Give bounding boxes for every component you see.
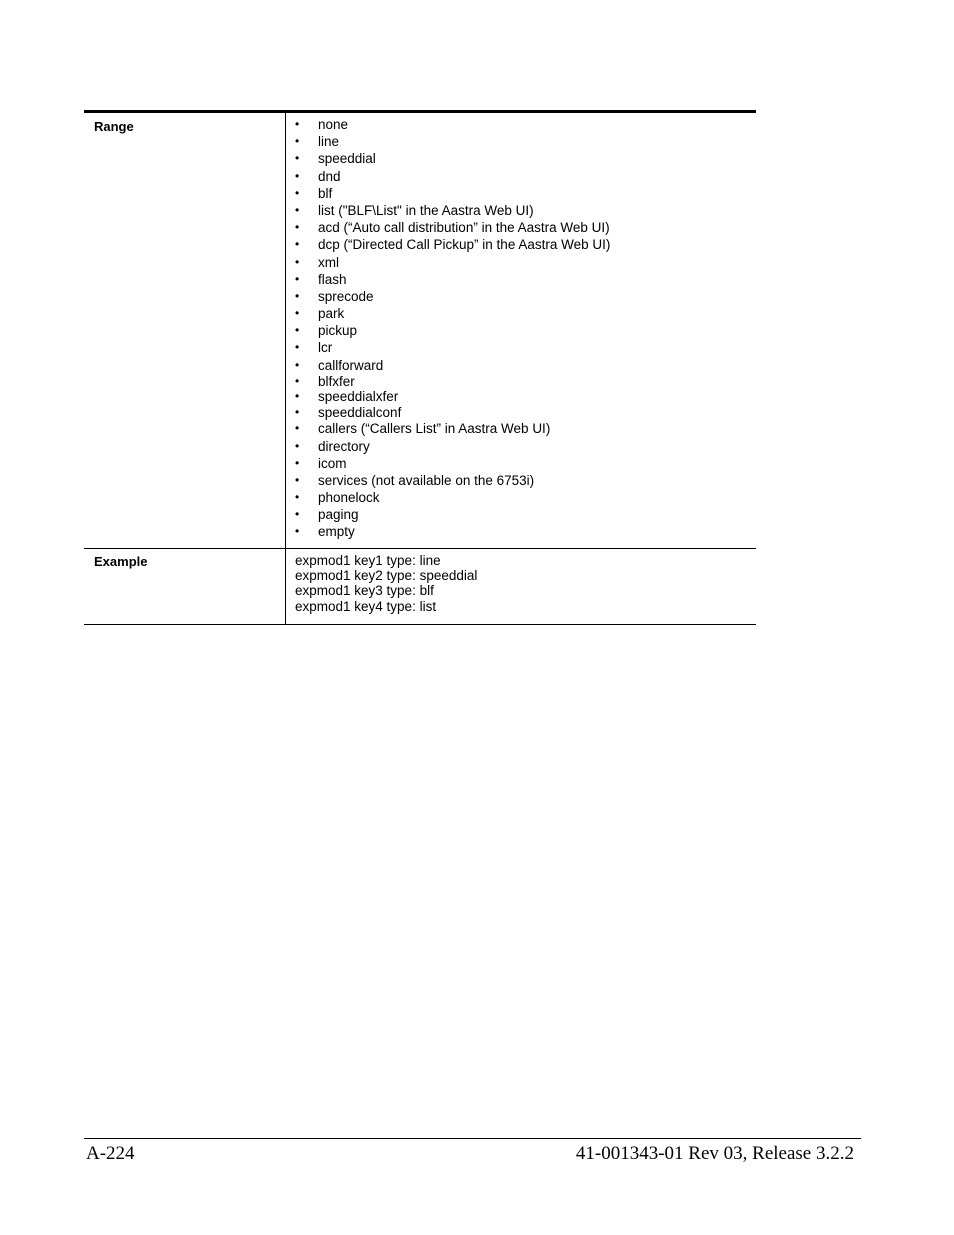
bullet-icon: • [295,507,300,522]
page-number: A-224 [86,1143,135,1164]
bullet-icon: • [295,271,300,286]
range-item [295,506,756,523]
range-item-text: directory [318,438,370,454]
bullet-icon: • [295,323,300,338]
range-item-text: acd (“Auto call distribution” in the Aastra Web UI) [318,220,610,236]
parameter-table [84,110,756,625]
example-line: expmod1 key1 type: line [295,552,441,568]
range-item-text: dcp (“Directed Call Pickup” in the Aastra Web UI) [318,237,611,253]
range-item [295,219,756,236]
range-item [295,357,756,374]
range-item [295,133,756,150]
range-item [295,455,756,472]
example-value-cell [286,549,756,625]
bullet-icon: • [295,202,300,217]
range-item [295,405,756,421]
document-id: 41-001343-01 Rev 03, Release 3.2.2 [575,1143,854,1164]
range-row [84,113,756,549]
range-item-text: blfxfer [318,373,355,389]
range-item [295,202,756,219]
range-item-text: line [318,134,340,150]
range-item-text: list ("BLF\List" in the Aastra Web UI) [318,202,534,218]
range-item-text: icom [318,455,347,471]
range-item-text: speeddialconf [318,404,402,420]
range-label: Range [84,113,286,548]
range-item [295,489,756,506]
range-item [295,254,756,271]
range-item-text: flash [318,271,347,287]
range-item [295,523,756,540]
example-label: Example [84,549,286,625]
footer-divider [84,1138,861,1139]
bullet-icon: • [295,357,300,372]
range-item-text: dnd [318,168,341,184]
range-item [295,322,756,339]
range-item [295,116,756,133]
bullet-icon: • [295,254,300,269]
range-item [295,185,756,202]
bullet-icon: • [295,373,300,388]
range-item-text: empty [318,524,355,540]
bullet-icon: • [295,490,300,505]
range-item [295,420,756,437]
bullet-icon: • [295,524,300,539]
bullet-icon: • [295,117,300,131]
bullet-icon: • [295,288,300,303]
bullet-icon: • [295,134,300,149]
range-item-text: phonelock [318,490,380,506]
bullet-icon: • [295,151,300,166]
bullet-icon: • [295,389,300,404]
range-item [295,389,756,405]
bullet-icon: • [295,438,300,453]
example-line: expmod1 key2 type: speeddial [295,568,478,584]
range-item [295,236,756,253]
range-item [295,150,756,167]
bullet-icon: • [295,306,300,321]
range-item-text: callforward [318,357,384,373]
range-item-text: callers (“Callers List” in Aastra Web UI) [318,421,551,437]
example-line: expmod1 key4 type: list [295,598,437,614]
range-item [295,305,756,322]
bullet-icon: • [295,237,300,252]
range-item [295,168,756,185]
bullet-icon: • [295,404,300,419]
example-row [84,549,756,626]
range-item-text: speeddialxfer [318,389,399,405]
range-item [295,339,756,356]
range-item-text: none [318,117,349,132]
range-item-text: speeddial [318,151,376,167]
range-item-text: xml [318,254,339,270]
range-item-text: park [318,306,345,322]
range-list [295,116,756,541]
range-item-text: blf [318,185,333,201]
range-item-text: services (not available on the 6753i) [318,472,535,488]
range-item-text: pickup [318,323,358,339]
range-item [295,438,756,455]
bullet-icon: • [295,421,300,436]
range-value-cell [286,113,756,548]
range-item [295,288,756,305]
range-item [295,374,756,390]
bullet-icon: • [295,340,300,355]
range-item [295,472,756,489]
bullet-icon: • [295,220,300,235]
bullet-icon: • [295,168,300,183]
bullet-icon: • [295,185,300,200]
range-item [295,271,756,288]
bullet-icon: • [295,455,300,470]
bullet-icon: • [295,472,300,487]
range-item-text: paging [318,507,359,523]
range-item-text: lcr [318,340,333,356]
range-item-text: sprecode [318,288,374,304]
example-line: expmod1 key3 type: blf [295,583,434,599]
